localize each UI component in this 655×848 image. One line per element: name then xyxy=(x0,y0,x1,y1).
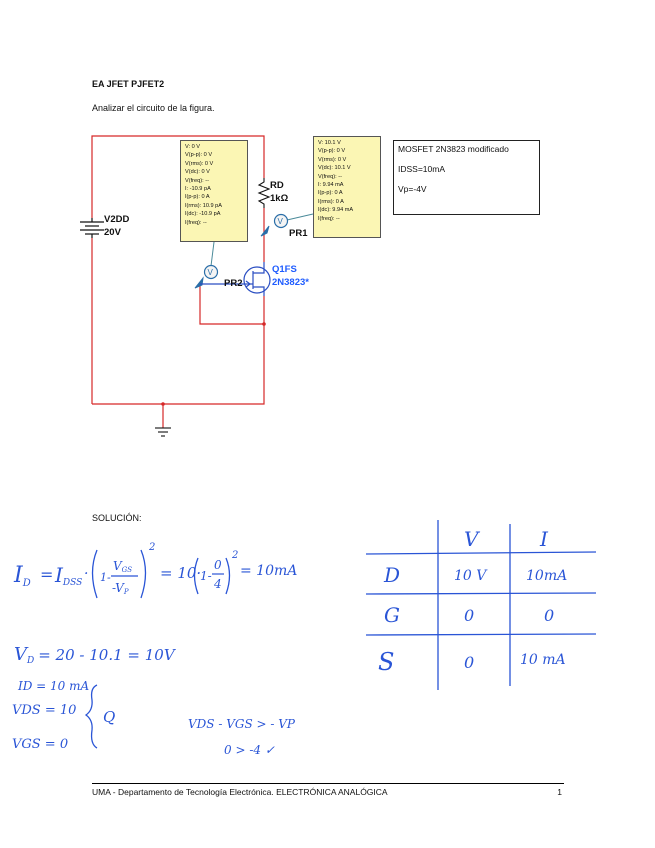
info-line-vp: Vp=-4V xyxy=(398,184,427,194)
results-table xyxy=(360,518,600,694)
readout-line: I(p-p): 0 A xyxy=(318,190,343,197)
svg-text:0 > -4 ✓: 0 > -4 ✓ xyxy=(224,743,275,757)
svg-text:-VP: -VP xyxy=(112,581,129,596)
component-info-box xyxy=(393,140,540,215)
svg-text:2: 2 xyxy=(149,542,156,553)
svg-text:ID = 10 mA: ID = 10 mA xyxy=(18,679,90,693)
table-row-label: S xyxy=(378,648,395,676)
resistor-symbol xyxy=(259,178,269,208)
resistor-name-label: RD xyxy=(270,180,284,191)
readout-line: V(rms): 0 V xyxy=(318,156,347,163)
svg-text:IDSS: IDSS xyxy=(55,563,83,588)
svg-text:4: 4 xyxy=(214,577,222,591)
table-cell: 0 xyxy=(464,653,475,672)
svg-text:VDS = 10: VDS = 10 xyxy=(12,703,77,718)
svg-text:2: 2 xyxy=(232,550,239,561)
transistor-model-label: 2N3823* xyxy=(272,277,309,288)
probe-pr2-meter-label: V xyxy=(207,268,213,278)
source-name-label: V2DD xyxy=(104,214,130,225)
svg-text:1-: 1- xyxy=(200,569,212,583)
footer-text: UMA - Departamento de Tecnología Electrónica. ELECTRÓNICA ANALÓGICA xyxy=(92,787,388,797)
info-line-idss: IDSS=10mA xyxy=(398,164,446,174)
svg-text:·: · xyxy=(84,566,89,582)
page-footer xyxy=(92,783,564,797)
svg-text:VGS = 0: VGS = 0 xyxy=(12,737,69,752)
transistor-name-label: Q1FS xyxy=(272,264,297,275)
svg-text:0: 0 xyxy=(214,558,222,572)
probe-pr1-label: PR1 xyxy=(289,228,308,239)
table-row-label: D xyxy=(384,563,401,587)
solution-heading: SOLUCIÓN: xyxy=(92,513,142,523)
svg-text:ID: ID xyxy=(14,563,31,589)
readout-line: I: 9.94 mA xyxy=(318,182,344,189)
source-value-label: 20V xyxy=(104,227,121,238)
readout-line: I(freq): -- xyxy=(185,219,207,226)
table-header-v: V xyxy=(464,527,479,551)
probe-pr2-readout xyxy=(180,140,248,242)
q-point-values xyxy=(12,679,115,752)
readout-line: I(rms): 10.9 pA xyxy=(185,202,222,209)
table-cell: 0 xyxy=(544,606,555,625)
probe-pr2-label: PR2 xyxy=(224,278,243,289)
readout-line: I: -10.9 pA xyxy=(185,186,211,193)
readout-line: V: 10.1 V xyxy=(318,140,341,146)
svg-text:= 10·: = 10· xyxy=(160,564,202,582)
readout-line: V(p-p): 0 V xyxy=(318,148,346,155)
readout-line: I(dc): 9.94 mA xyxy=(318,207,354,214)
table-cell: 10mA xyxy=(526,568,568,584)
probe-pr1-readout xyxy=(313,136,381,238)
drain-voltage-equation: VD = 20 - 10.1 = 10V xyxy=(14,644,175,666)
readout-line: I(p-p): 0 A xyxy=(185,194,210,201)
probe-pr2-symbol xyxy=(195,266,218,289)
readout-line: V(freq): -- xyxy=(185,177,209,184)
readout-line: I(dc): -10.9 pA xyxy=(185,211,221,218)
readout-line: I(freq): -- xyxy=(318,215,340,222)
svg-text:VDS - VGS > - VP: VDS - VGS > - VP xyxy=(188,717,295,731)
readout-line: V(rms): 0 V xyxy=(185,160,214,167)
readout-line: V: 0 V xyxy=(185,144,201,150)
voltage-source-symbol xyxy=(80,218,104,238)
table-cell: 0 xyxy=(464,606,475,625)
info-line-model: MOSFET 2N3823 modificado xyxy=(398,144,509,154)
readout-line: V(freq): -- xyxy=(318,173,342,180)
problem-statement: Analizar el circuito de la figura. xyxy=(92,103,215,113)
readout-line: V(p-p): 0 V xyxy=(185,152,213,159)
readout-line: V(dc): 10.1 V xyxy=(318,165,351,172)
svg-text:= 10mA: = 10mA xyxy=(240,563,298,579)
saturation-condition xyxy=(188,717,296,757)
document-title: EA JFET PJFET2 xyxy=(92,79,165,89)
svg-text:VGS: VGS xyxy=(113,559,133,574)
table-header-i: I xyxy=(540,527,548,551)
svg-text:Q: Q xyxy=(103,708,116,726)
svg-text:=: = xyxy=(40,565,54,584)
probe-pr1-symbol xyxy=(261,215,288,237)
readout-line: I(rms): 0 A xyxy=(318,198,344,205)
probe-pr1-meter-label: V xyxy=(277,217,283,227)
table-cell: 10 mA xyxy=(520,652,566,668)
table-row-label: G xyxy=(384,603,400,627)
drain-current-equation xyxy=(13,542,297,598)
page-number: 1 xyxy=(557,787,562,797)
svg-text:1-: 1- xyxy=(100,571,111,584)
readout-line: V(dc): 0 V xyxy=(185,169,210,176)
ground-icon xyxy=(155,428,171,436)
resistor-value-label: 1kΩ xyxy=(270,193,289,204)
table-cell: 10 V xyxy=(454,568,487,584)
